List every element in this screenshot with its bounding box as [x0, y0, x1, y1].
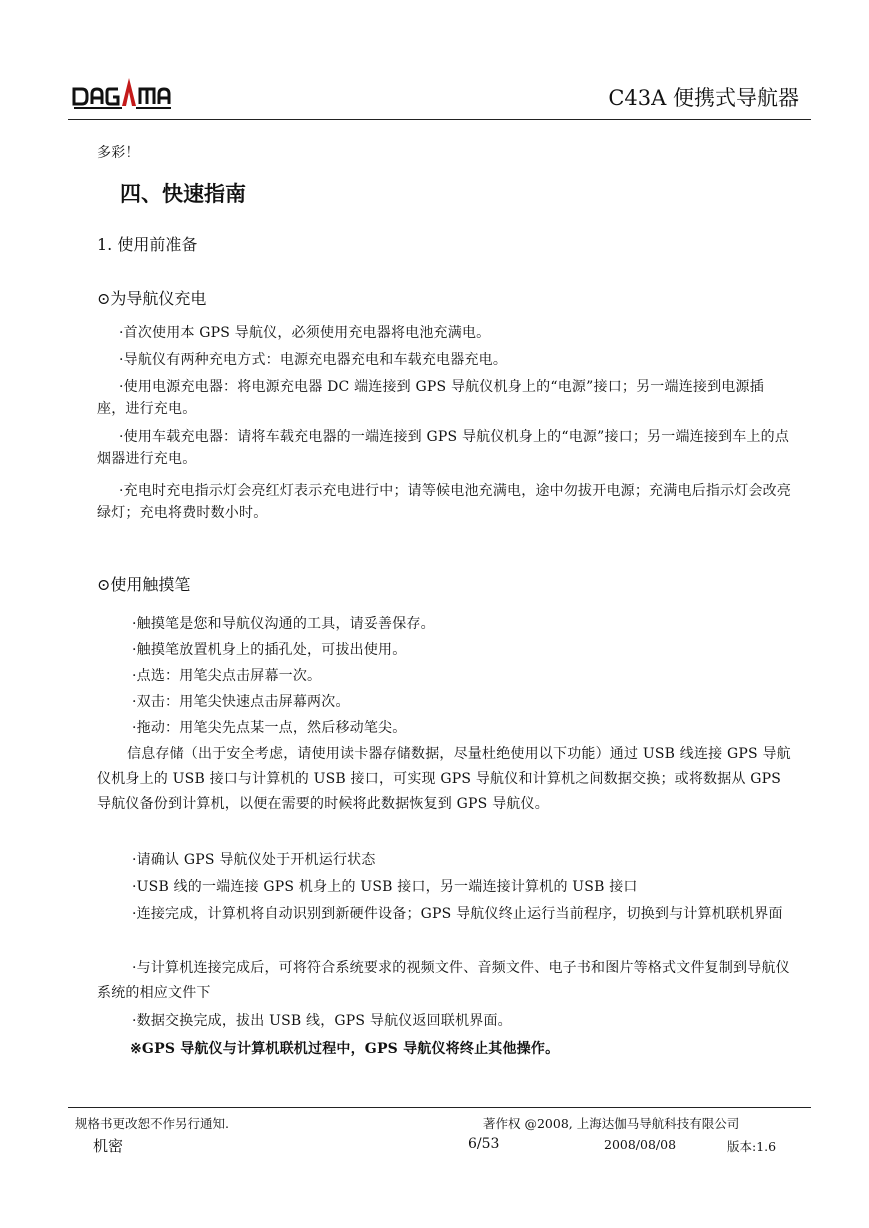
stylus-item: ·拖动：用笔尖先点某一点，然后移动笔尖。	[132, 720, 407, 736]
note-warning: ※GPS 导航仪与计算机联机过程中，GPS 导航仪将终止其他操作。	[130, 1041, 560, 1057]
usb-step: ·USB 线的一端连接 GPS 机身上的 USB 接口，另一端连接计算机的 USB 接口	[132, 879, 638, 895]
stylus-heading: ⊙使用触摸笔	[97, 575, 191, 594]
footer-confidential: 机密	[93, 1137, 124, 1155]
stylus-item: ·触摸笔放置机身上的插孔处，可拔出使用。	[132, 642, 407, 658]
storage-paragraph: 信息存储（出于安全考虑，请使用读卡器存储数据，尽量杜绝使用以下功能）通过 USB 线连接 GPS 导航仪机身上的 USB 接口与计算机的 USB 接口，可实现 GPS 导航仪和计算机之间数据交换；或将数据从 GPS 导航仪备份到计算机，以便在需要的时候将此数据恢复到 GPS 导航仪。	[97, 746, 791, 812]
footer-copyright: 著作权 @2008, 上海达伽马导航科技有限公司	[483, 1116, 740, 1131]
footer-notice: 规格书更改恕不作另行通知.	[75, 1116, 229, 1131]
usb-step: ·请确认 GPS 导航仪处于开机运行状态	[132, 852, 376, 868]
charge-item: ·首次使用本 GPS 导航仪，必须使用充电器将电池充满电。	[119, 325, 491, 341]
stylus-item: ·触摸笔是您和导航仪沟通的工具，请妥善保存。	[132, 616, 435, 632]
stylus-item: ·点选：用笔尖点击屏幕一次。	[132, 668, 322, 684]
section-title: 四、快速指南	[120, 181, 246, 206]
usb-step: ·连接完成，计算机将自动识别到新硬件设备；GPS 导航仪终止运行当前程序，切换到与计算机联机界面	[132, 906, 783, 922]
intro-text: 多彩！	[97, 145, 140, 161]
footer-divider	[68, 1107, 811, 1108]
stylus-item: ·双击：用笔尖快速点击屏幕两次。	[132, 694, 350, 710]
footer-date: 2008/08/08	[604, 1137, 677, 1152]
usb-step: ·与计算机连接完成后，可将符合系统要求的视频文件、音频文件、电子书和图片等格式文件复制到导航仪系统的相应文件下	[97, 960, 790, 1001]
charge-item: ·使用电源充电器：将电源充电器 DC 端连接到 GPS 导航仪机身上的“电源”接口；另一端连接到电源插座，进行充电。	[97, 379, 764, 417]
footer-page-number: 6/53	[468, 1136, 500, 1152]
charge-heading: ⊙为导航仪充电	[97, 289, 207, 308]
charge-item: ·充电时充电指示灯会亮红灯表示充电进行中；请等候电池充满电，途中勿拔开电源；充满电后指示灯会改亮绿灯；充电将费时数小时。	[97, 483, 792, 521]
charge-item: ·导航仪有两种充电方式：电源充电器充电和车载充电器充电。	[119, 352, 508, 368]
footer-version: 版本:1.6	[727, 1139, 777, 1154]
company-logo	[72, 76, 180, 110]
charge-item: ·使用车载充电器：请将车载充电器的一端连接到 GPS 导航仪机身上的“电源”接口；另一端连接到车上的点烟器进行充电。	[97, 429, 790, 467]
usb-step: ·数据交换完成，拔出 USB 线，GPS 导航仪返回联机界面。	[132, 1013, 512, 1029]
header-divider	[68, 119, 811, 120]
document-title: C43A 便携式导航器	[608, 86, 799, 110]
subsection-title: 1. 使用前准备	[97, 235, 198, 254]
dagama-logo-icon	[72, 76, 180, 110]
